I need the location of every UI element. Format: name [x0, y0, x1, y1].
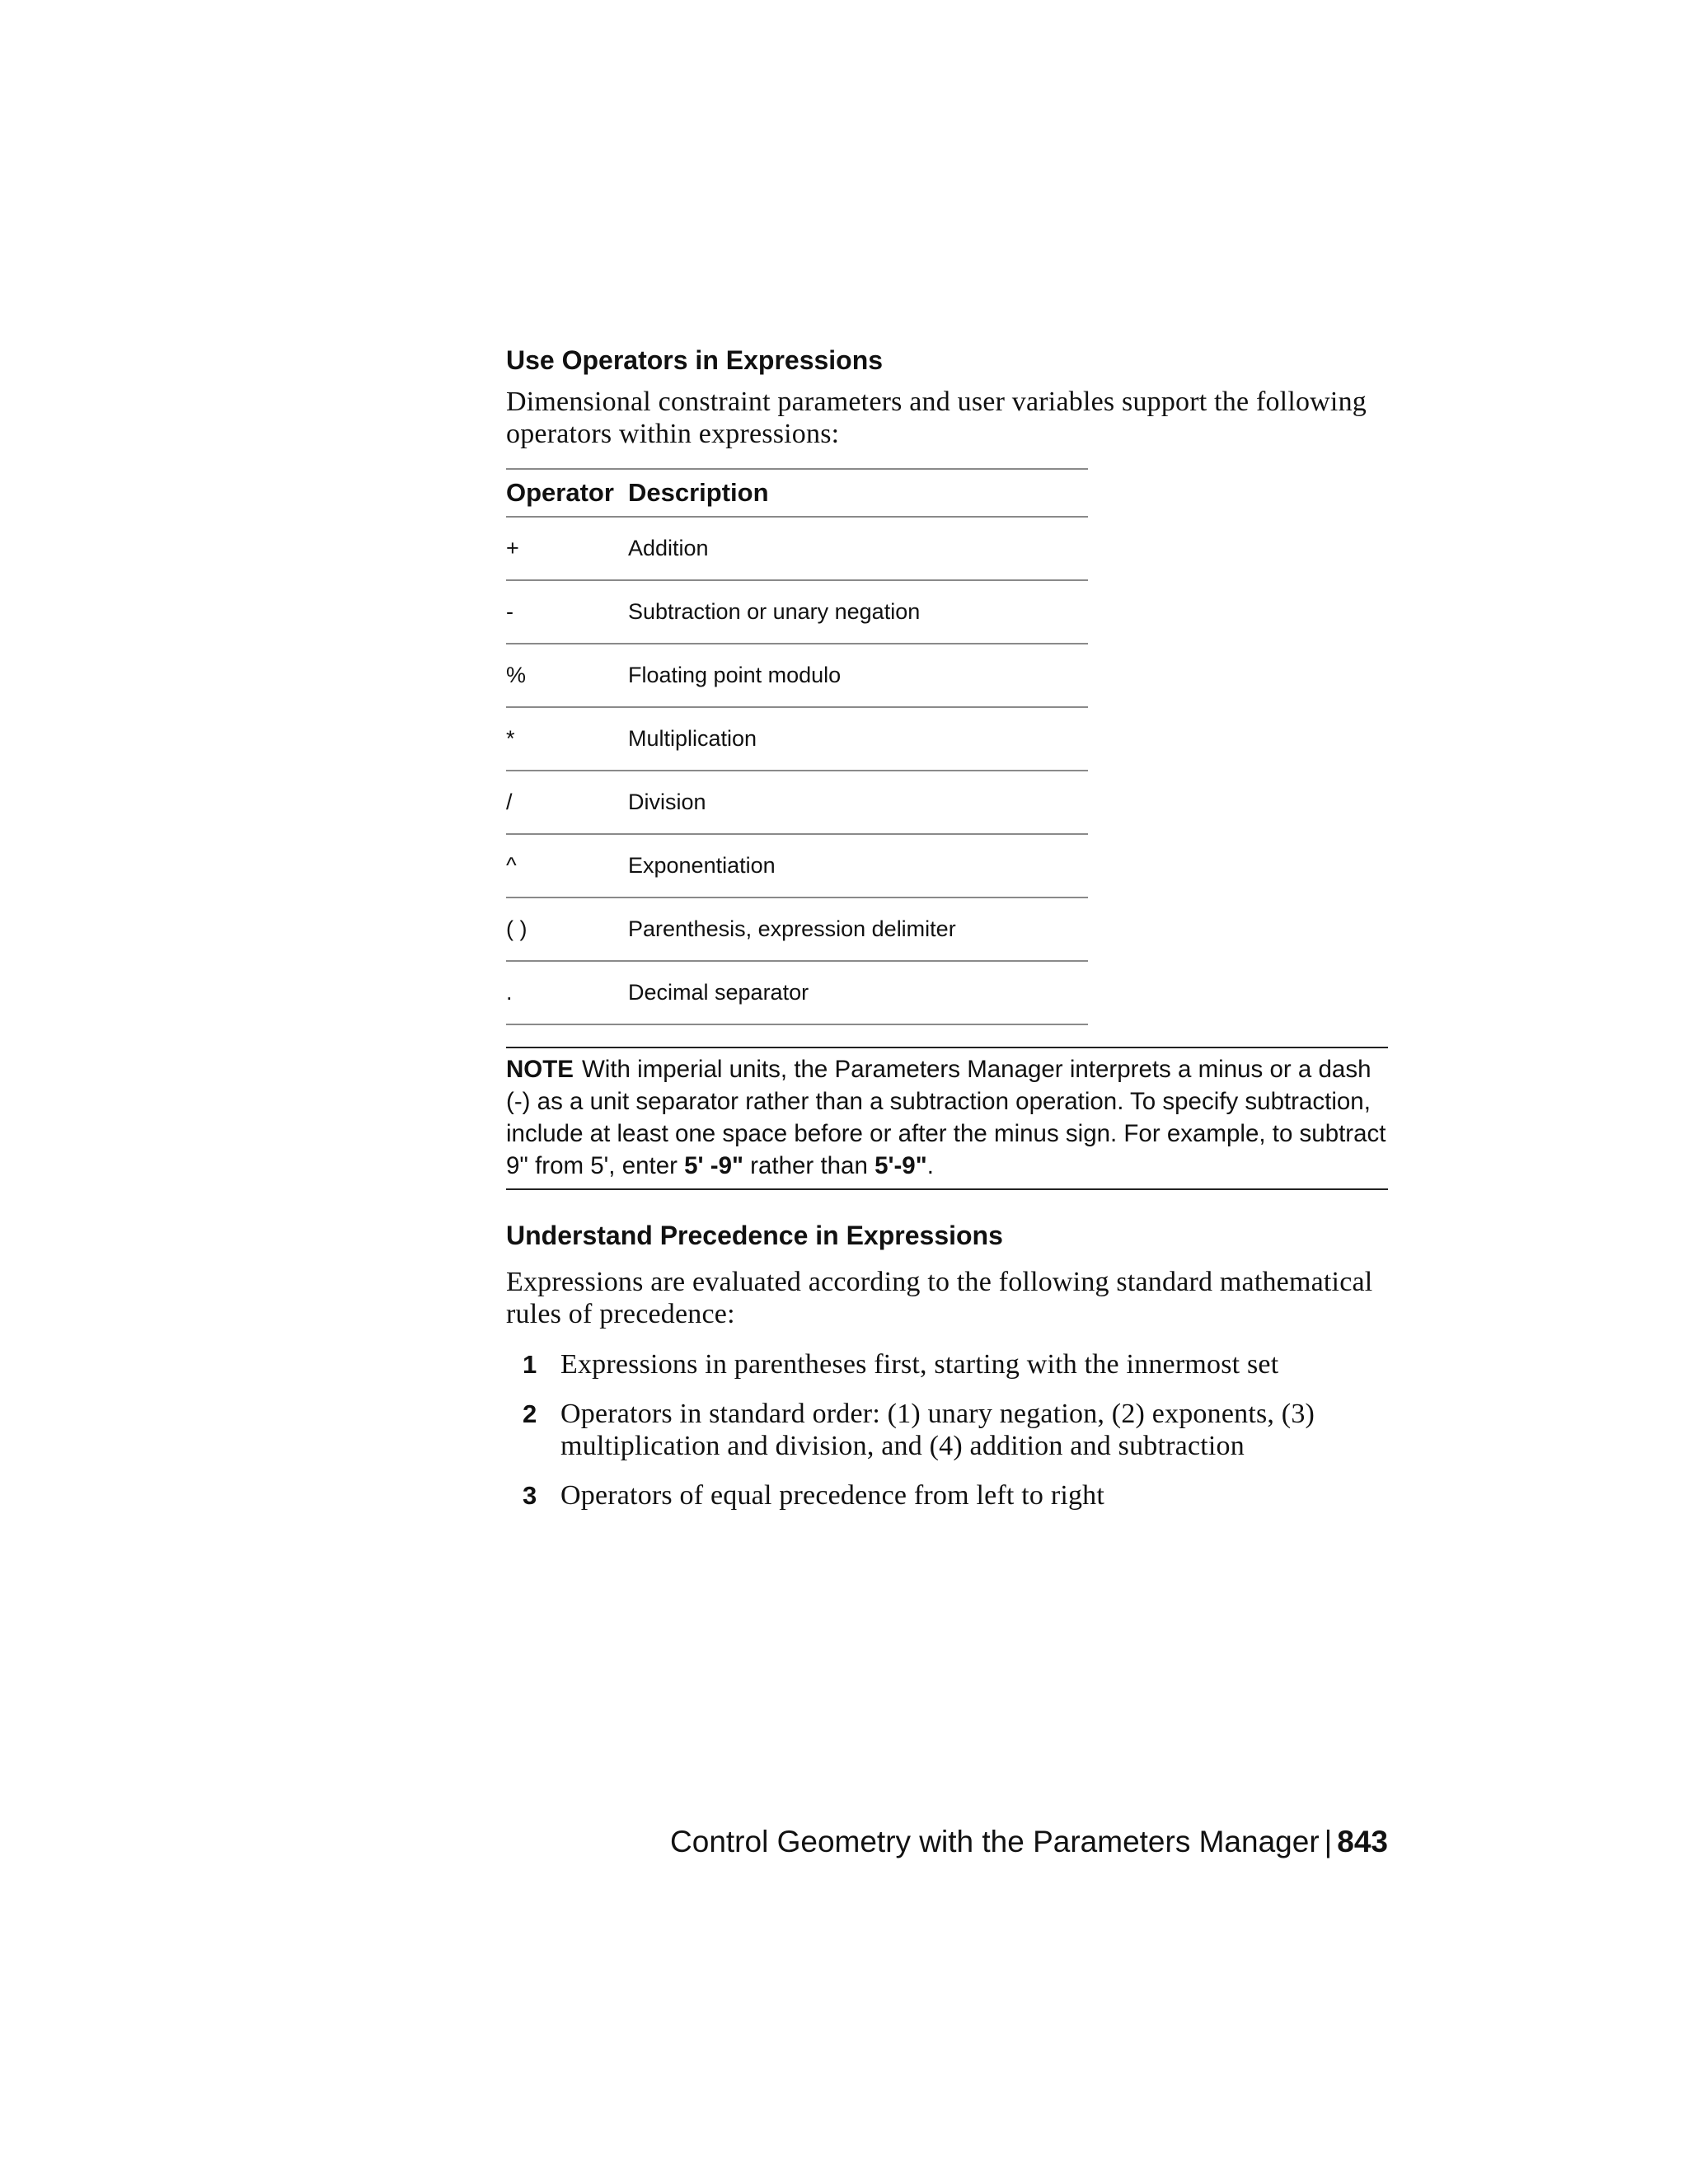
- table-row: [506, 708, 1088, 771]
- operator-cell: *: [506, 726, 515, 751]
- precedence-steps-list: [506, 1348, 1388, 1511]
- description-cell: Exponentiation: [628, 853, 776, 878]
- operator-cell: ^: [506, 853, 517, 878]
- note-box: [506, 1047, 1388, 1190]
- table-row: [506, 962, 1088, 1025]
- description-cell: Decimal separator: [628, 980, 809, 1005]
- table-row: [506, 644, 1088, 708]
- list-item: [506, 1348, 1388, 1380]
- operator-cell: -: [506, 599, 513, 624]
- note-example-unspaced: 5'-9": [874, 1152, 927, 1179]
- description-cell: Addition: [628, 536, 709, 560]
- operator-cell: ( ): [506, 916, 528, 941]
- table-row: [506, 581, 1088, 644]
- operator-table: [506, 468, 1088, 1025]
- footer-separator: |: [1324, 1825, 1333, 1858]
- note-label: NOTE: [506, 1056, 574, 1083]
- table-header-row: [506, 470, 1088, 518]
- operators-intro-paragraph: Dimensional constraint parameters and user variables support the following operators within expressions:: [506, 387, 1367, 449]
- description-cell: Multiplication: [628, 726, 757, 751]
- header-description: Description: [628, 478, 769, 507]
- operator-cell: %: [506, 663, 527, 687]
- description-cell: Floating point modulo: [628, 663, 842, 687]
- operator-cell: +: [506, 536, 519, 560]
- description-cell: Division: [628, 790, 706, 814]
- footer-chapter-title: Control Geometry with the Parameters Manager: [670, 1825, 1320, 1858]
- list-item: [506, 1479, 1388, 1511]
- step-text: Operators in standard order: (1) unary negation, (2) exponents, (3) multiplication and division, and (4) addition and subtraction: [560, 1399, 1315, 1461]
- description-cell: Parenthesis, expression delimiter: [628, 916, 956, 941]
- page-content: [506, 343, 1388, 1529]
- step-text: Expressions in parentheses first, starting with the innermost set: [560, 1349, 1279, 1380]
- note-text-before: With imperial units, the Parameters Manager interprets a minus or a dash (-) as a unit separator rather than a subtraction operation. To specify subtraction, include at least one space before or after the minus sign. For example, to subtract 9" from 5', enter: [506, 1056, 1386, 1179]
- operator-cell: /: [506, 790, 513, 814]
- precedence-intro-paragraph: Expressions are evaluated according to the following standard mathematical rules of precedence:: [506, 1267, 1373, 1329]
- step-number: 2: [523, 1399, 537, 1428]
- list-item: [506, 1398, 1388, 1462]
- section-heading-precedence: Understand Precedence in Expressions: [506, 1221, 1003, 1250]
- step-text: Operators of equal precedence from left to right: [560, 1480, 1105, 1511]
- header-operator: Operator: [506, 478, 614, 507]
- step-number: 1: [523, 1350, 537, 1379]
- table-row: [506, 898, 1088, 962]
- table-row: [506, 835, 1088, 898]
- description-cell: Subtraction or unary negation: [628, 599, 921, 624]
- note-example-spaced: 5' -9": [684, 1152, 743, 1179]
- section-heading-operators: Use Operators in Expressions: [506, 345, 884, 375]
- note-text-middle: rather than: [743, 1152, 875, 1179]
- page-number: 843: [1337, 1825, 1388, 1858]
- table-row: [506, 518, 1088, 581]
- note-text-after: .: [926, 1152, 934, 1179]
- table-row: [506, 771, 1088, 835]
- step-number: 3: [523, 1481, 537, 1510]
- operator-cell: .: [506, 980, 513, 1005]
- page-footer: [670, 1823, 1388, 1861]
